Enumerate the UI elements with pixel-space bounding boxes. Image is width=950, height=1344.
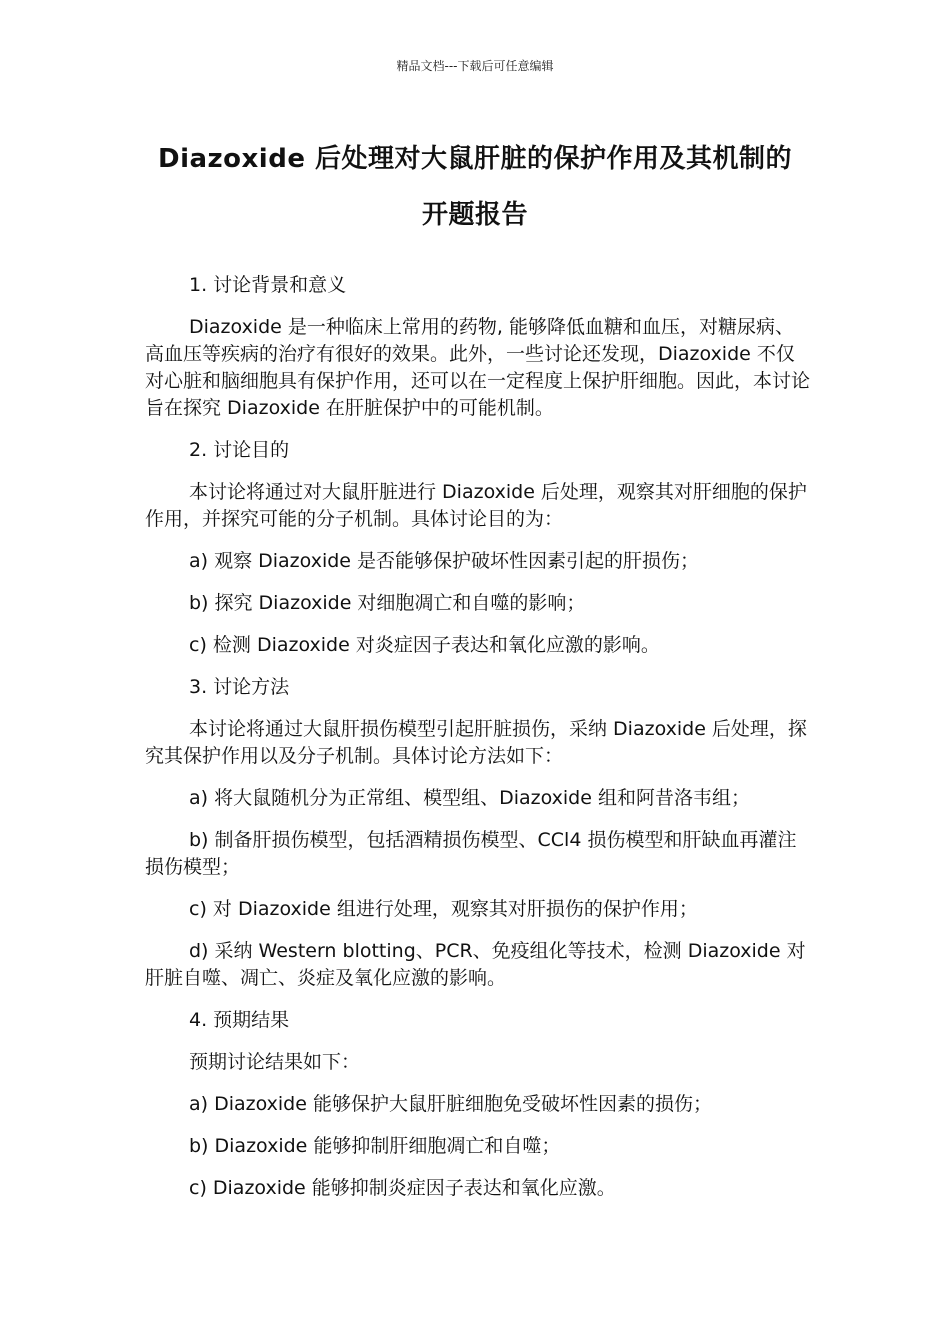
section-heading-method: 3. 讨论方法 bbox=[189, 676, 290, 698]
paragraph-background: Diazoxide 是一种临床上常用的药物, 能够降低血糖和血压，对糖尿病、高血压等疾病的治疗有很好的效果。此外，一些讨论还发现，Diazoxide 不仅对心脏和脑细胞具有保护作用，还可以在一定程度上保护肝细胞。因此，本讨论旨在探究 Diazoxide 在肝脏保护中的可能机制。 bbox=[145, 316, 811, 419]
document-title-line-2: 开题报告 bbox=[421, 200, 528, 230]
method-item-b: b) 制备肝损伤模型，包括酒精损伤模型、CCl4 损伤模型和肝缺血再灌注损伤模型； bbox=[145, 829, 797, 878]
section-heading-background: 1. 讨论背景和意义 bbox=[189, 274, 347, 296]
paragraph-results: 预期讨论结果如下： bbox=[189, 1051, 361, 1073]
result-item-c: c) Diazoxide 能够抑制炎症因子表达和氧化应激。 bbox=[189, 1177, 616, 1199]
method-item-c: c) 对 Diazoxide 组进行处理，观察其对肝损伤的保护作用； bbox=[189, 898, 698, 920]
section-heading-purpose: 2. 讨论目的 bbox=[189, 439, 290, 461]
result-item-b: b) Diazoxide 能够抑制肝细胞凋亡和自噬； bbox=[189, 1135, 561, 1157]
purpose-item-c: c) 检测 Diazoxide 对炎症因子表达和氧化应激的影响。 bbox=[189, 634, 660, 656]
purpose-item-b: b) 探究 Diazoxide 对细胞凋亡和自噬的影响； bbox=[189, 592, 586, 614]
purpose-item-a: a) 观察 Diazoxide 是否能够保护破坏性因素引起的肝损伤； bbox=[189, 550, 700, 572]
method-item-a: a) 将大鼠随机分为正常组、模型组、Diazoxide 组和阿昔洛韦组； bbox=[189, 787, 750, 809]
document-title-line-1: Diazoxide 后处理对大鼠肝脏的保护作用及其机制的 bbox=[157, 144, 792, 174]
page-header: 精品文档---下载后可任意编辑 bbox=[396, 59, 554, 73]
paragraph-purpose: 本讨论将通过对大鼠肝脏进行 Diazoxide 后处理，观察其对肝细胞的保护作用，并探究可能的分子机制。具体讨论目的为： bbox=[145, 481, 807, 530]
result-item-a: a) Diazoxide 能够保护大鼠肝脏细胞免受破坏性因素的损伤； bbox=[189, 1093, 712, 1115]
document-body bbox=[145, 272, 810, 1217]
paragraph-method: 本讨论将通过大鼠肝损伤模型引起肝脏损伤，采纳 Diazoxide 后处理，探究其保护作用以及分子机制。具体讨论方法如下： bbox=[145, 718, 807, 767]
section-heading-results: 4. 预期结果 bbox=[189, 1009, 290, 1031]
method-item-d: d) 采纳 Western blotting、PCR、免疫组化等技术，检测 Diazoxide 对肝脏自噬、凋亡、炎症及氧化应激的影响。 bbox=[145, 940, 806, 989]
